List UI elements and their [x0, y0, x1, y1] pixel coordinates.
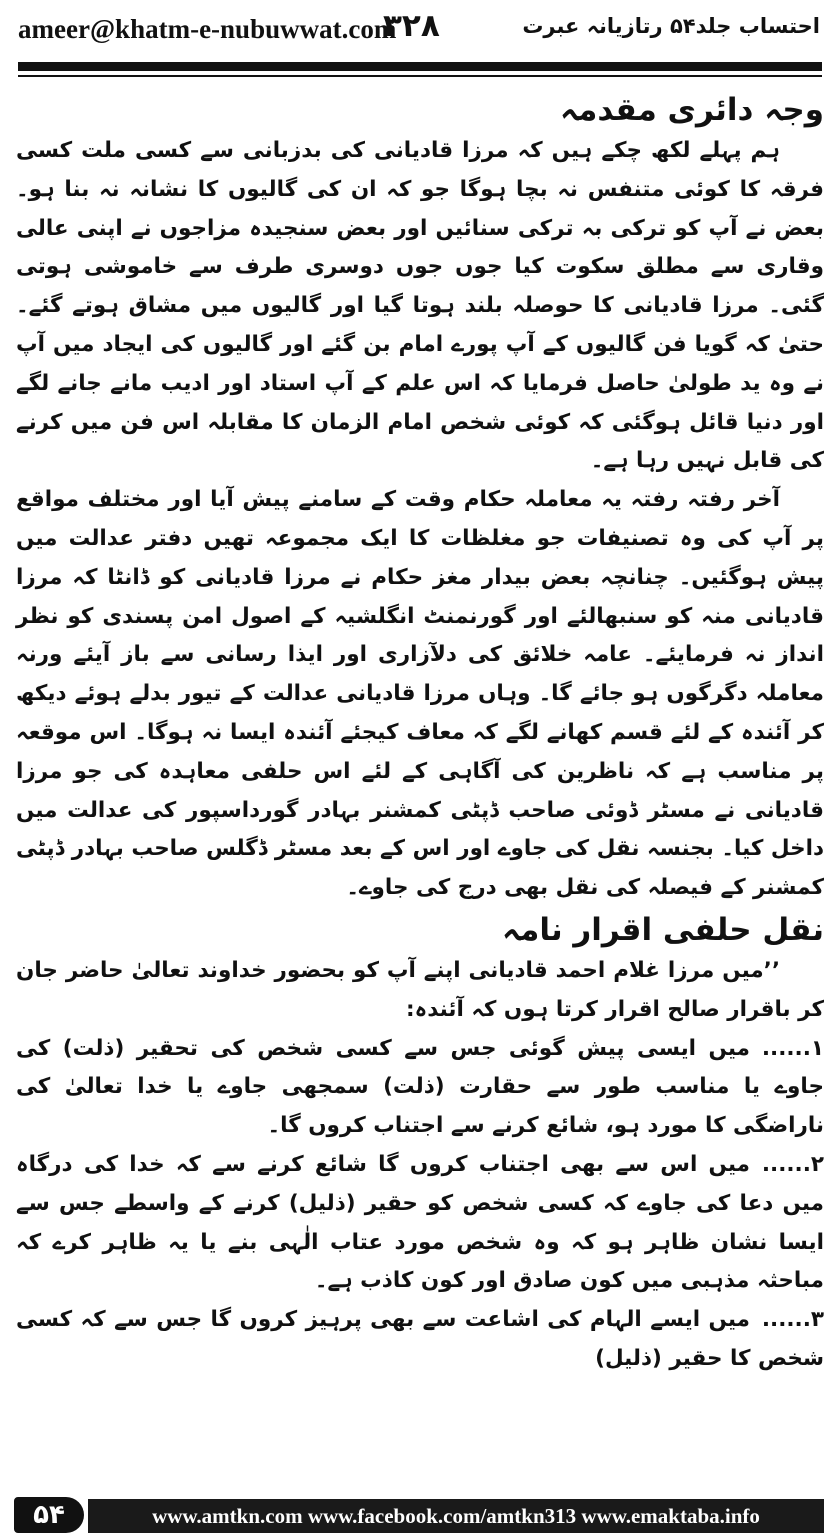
section-heading-reason: وجہ دائری مقدمہ: [560, 92, 824, 128]
affidavit-item-2: [16, 1146, 824, 1301]
paragraph-1: ہم پہلے لکھ چکے ہیں کہ مرزا قادیانی کی بدزبانی سے کسی ملت کسی فرقہ کا کوئی متنفس نہ بچا ہوگا جو کہ ان کی گالیوں کا نشانہ نہ بنا ہو۔ بعض نے آپ کو ترکی بہ ترکی سنائیں اور بعض سنجیدہ مزاجوں نے اپنی عالی وقاری سے مطلق سکوت کیا جوں جوں دوسری طرف سے خاموشی ہوتی گئی۔ مرزا قادیانی کا حوصلہ بلند ہوتا گیا اور گالیوں میں مشاق ہوتے گئے۔ حتیٰ کہ گویا فن گالیوں کے آپ پورے امام بن گئے اور گالیوں کی ایجاد میں آپ نے وہ ید طولیٰ حاصل فرمایا کہ اس علم کے آپ استاد اور ادیب مانے جانے لگے اور دنیا قائل ہوگئی کہ کوئی شخص امام الزمان کا مقابلہ اس فن میں کرنے کی قابل نہیں رہا ہے۔: [16, 138, 824, 474]
page-body: [16, 88, 824, 1496]
item-text: میں ایسی پیش گوئی جس سے کسی شخص کی تحقیر (ذلت) کی جاوے یا مناسب طور سے حقارت (ذلت) سمجھی جاوے یا خدا تعالیٰ کی ناراضگی کا مورد ہو، شائع کرنے سے اجتناب کروں گا۔: [16, 1035, 824, 1139]
affidavit-intro: ’’میں مرزا غلام احمد قادیانی اپنے آپ کو بحضور خداوند تعالیٰ حاضر جان کر باقرار صالح اقرار کرتا ہوں کہ آئندہ:: [16, 957, 824, 1022]
header-rule-thick: [18, 62, 822, 71]
paragraph-2: آخر رفتہ رفتہ یہ معاملہ حکام وقت کے سامنے پیش آیا اور مختلف مواقع پر آپ کی وہ تصنیفات جو مغلظات کا ایک مجموعہ تھیں دفتر عدالت میں پیش ہوگئیں۔ چنانچہ بعض بیدار مغز حکام نے مرزا قادیانی کو ڈانٹا کہ مرزا قادیانی منہ کو سنبھالئے اور گورنمنٹ انگلشیہ کے اصول امن پسندی کو نظر انداز نہ فرمایئے۔ عامہ خلائق کی دلآزاری اور ایذا رسانی سے باز آیئے ورنہ معاملہ دگرگوں ہو جائے گا۔ وہاں مرزا قادیانی عدالت کے تیور بدلے ہوئے دیکھ کر آئندہ کے لئے قسم کھانے لگے کہ معاف کیجئے آئندہ ایسا نہ ہوگا۔ اس موقعہ پر مناسب ہے کہ ناظرین کی آگاہی کے لئے اس حلفی معاہدہ کی جو مرزا قادیانی نے مسٹر ڈوئی صاحب ڈپٹی کمشنر بہادر گورداسپور کی عدالت میں داخل کیا۔ بجنسہ نقل کی جاوے اور اس کے بعد مسٹر ڈگلس صاحب بہادر ڈپٹی کمشنر کے فیصلہ کی نقل بھی درج کی جاوے۔: [16, 487, 824, 901]
header-rule-thin: [18, 75, 822, 77]
page-number: ۳۲۸: [383, 8, 440, 44]
section-heading-affidavit: نقل حلفی اقرار نامہ: [502, 911, 824, 948]
item-number: ۱......: [761, 1035, 824, 1061]
affidavit-item-3: [16, 1301, 824, 1379]
item-number: ۳......: [761, 1307, 824, 1333]
item-text: میں اس سے بھی اجتناب کروں گا شائع کرنے سے کہ خدا کی درگاہ میں دعا کی جاوے کہ کسی شخص کو حقیر (ذلیل) کرنے کے واسطے جس سے ایسا نشان ظاہر ہو کہ وہ شخص مورد عتاب الٰہی بنے یا یہ ظاہر کرے کہ مباحثہ مذہبی میں کون صادق اور کون کاذب ہے۔: [16, 1151, 824, 1294]
item-number: ۲......: [761, 1151, 824, 1177]
item-text: میں ایسے الہام کی اشاعت سے بھی پرہیز کروں گا جس سے کہ کسی شخص کا حقیر (ذلیل): [16, 1307, 824, 1371]
page-header: [0, 0, 840, 62]
affidavit-item-1: [16, 1030, 824, 1146]
header-email: ameer@khatm-e-nubuwwat.com: [18, 14, 397, 44]
volume-badge: ۵۴: [14, 1497, 84, 1533]
footer-websites: www.amtkn.com www.facebook.com/amtkn313 www.emaktaba.info: [88, 1499, 824, 1533]
book-title: احتساب جلد۵۴ رتازیانہ عبرت: [522, 14, 820, 38]
